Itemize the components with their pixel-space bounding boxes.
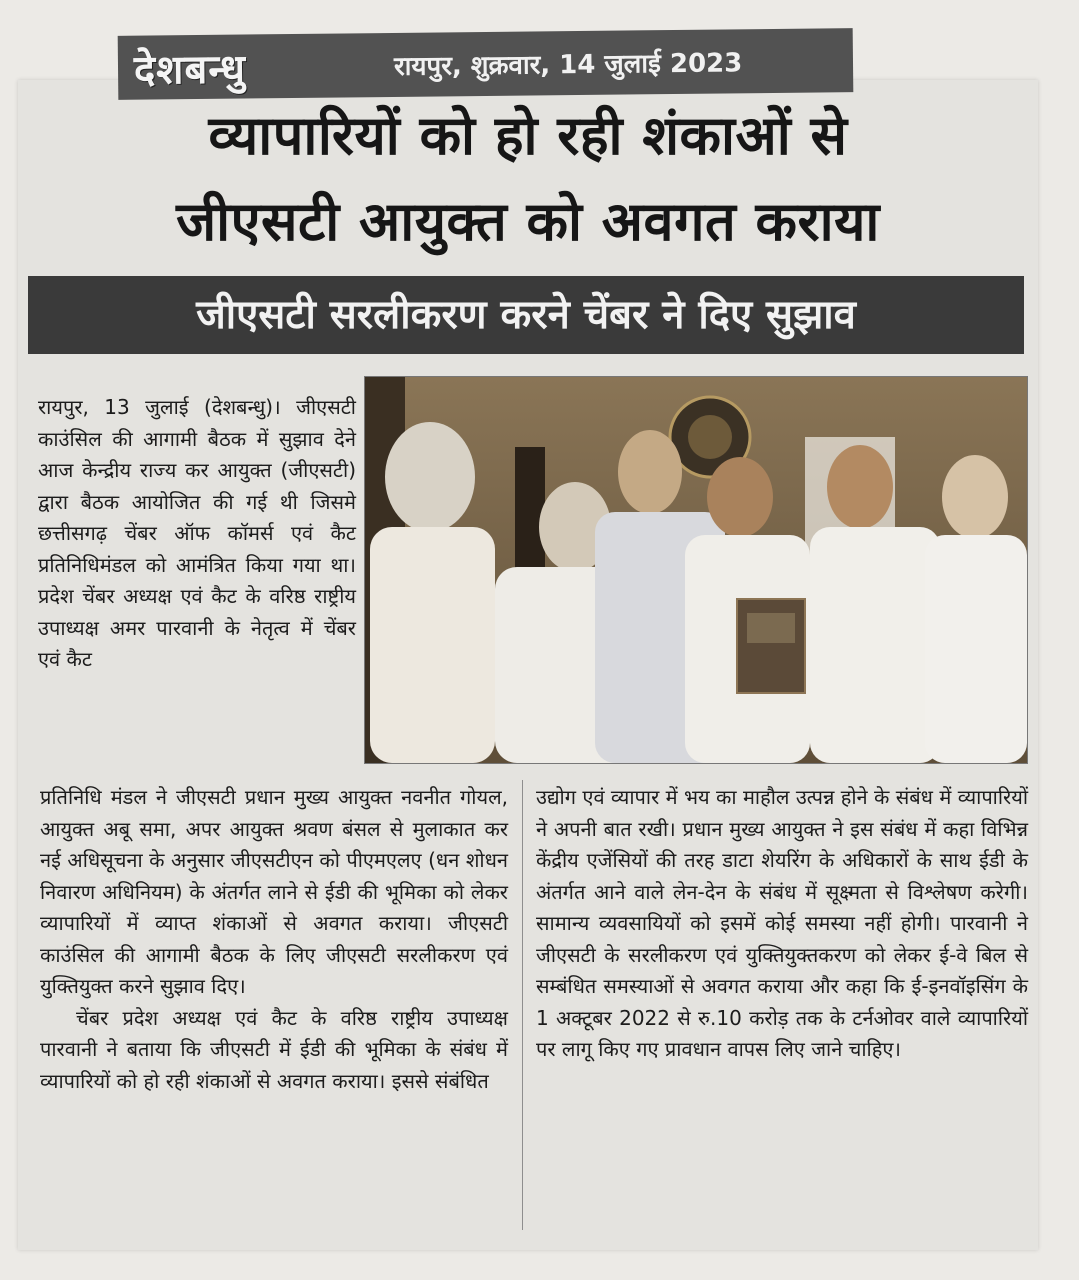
article-column-3: उद्योग एवं व्यापार में भय का माहौल उत्पन्न होने के संबंध में व्यापारियों ने अपनी बात रखी। प्रधान मुख्य आयुक्त ने इस संबंध में कहा विभिन्न केंद्रीय एजेंसियों की तरह डाटा शेयरिंग के अधिकारों के साथ ईडी के अंतर्गत आने वाले लेन-देन के संबंध में सूक्ष्मता से विश्लेषण करेगी। सामान्य व्यवसायियों को इसमें कोई समस्या नहीं होगी। पारवानी ने जीएसटी के सरलीकरण एवं युक्तियुक्तकरण को लेकर ई-वे बिल से सम्बंधित समस्याओं से अवगत कराया और कहा कि ई-इनवॉइसिंग के 1 अक्टूबर 2022 से रु.10 करोड़ तक के टर्नओवर वाले व्यापारियों पर लागू किए गए प्रावधान वापस लिए जाने चाहिए।	[536, 785, 1028, 1061]
article-column-1: रायपुर, 13 जुलाई (देशबन्धु)। जीएसटी काउंसिल की आगामी बैठक में सुझाव देने आज केन्द्रीय राज्य कर आयुक्त (जीएसटी) द्वारा बैठक आयोजित की गई थी जिसमे छत्तीसगढ़ चेंबर ऑफ कॉमर्स एवं कैट प्रतिनिधिमंडल को आमंत्रित किया गया था। प्रदेश चेंबर अध्यक्ष एवं कैट के वरिष्ठ राष्ट्रीय उपाध्यक्ष अमर पारवानी के नेतृत्व में चेंबर एवं कैट	[38, 395, 356, 671]
dateline: रायपुर, शुक्रवार, 14 जुलाई 2023	[393, 48, 743, 82]
article-paragraph: चेंबर प्रदेश अध्यक्ष एवं कैट के वरिष्ठ राष्ट्रीय उपाध्यक्ष पारवानी ने बताया कि जीएसटी में ईडी की भूमिका के संबंध में व्यापारियों को हो रही शंकाओं से अवगत कराया। इससे संबंधित	[40, 1005, 508, 1093]
newspaper-logo: देशबन्धु	[133, 45, 247, 94]
masthead	[118, 28, 854, 100]
article-paragraph: प्रतिनिधि मंडल ने जीएसटी प्रधान मुख्य आयुक्त नवनीत गोयल, आयुक्त अबू समा, अपर आयुक्त श्रवण बंसल से मुलाकात कर नई अधिसूचना के अनुसार जीएसटीएन को पीएमएलए (धन शोधन निवारण अधिनियम) के अंतर्गत लाने से ईडी की भूमिका को लेकर व्यापारियों में व्याप्त शंकाओं से अवगत कराया। जीएसटी काउंसिल की आगामी बैठक के लिए जीएसटी सरलीकरण एवं युक्तियुक्त करने सुझाव दिए।	[40, 785, 508, 998]
headline-line-2: जीएसटी आयुक्त को अवगत कराया	[176, 190, 880, 253]
column-divider	[522, 780, 523, 1230]
group-photo-illustration	[365, 377, 1027, 763]
news-photo	[364, 376, 1028, 764]
headline-line-1: व्यापारियों को हो रही शंकाओं से	[208, 104, 848, 167]
article-column-2	[40, 782, 508, 1097]
subheadline-banner: जीएसटी सरलीकरण करने चेंबर ने दिए सुझाव	[28, 276, 1024, 354]
